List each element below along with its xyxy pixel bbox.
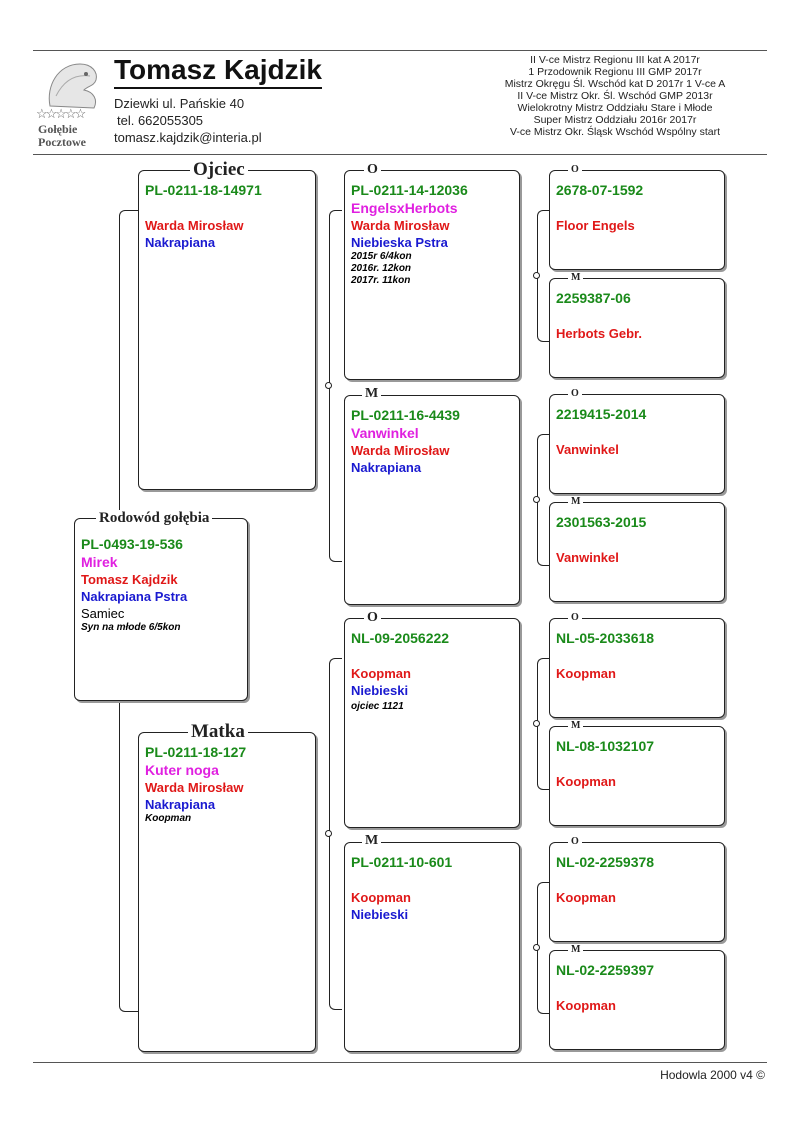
ff-note: 2017r. 11kon	[351, 275, 411, 286]
mother-name: Kuter noga	[145, 762, 219, 778]
g3-card	[549, 950, 725, 1050]
ff-label: O	[364, 162, 381, 177]
mother-label: Matka	[188, 722, 248, 742]
header-bottom-rule	[33, 154, 767, 155]
achievement-line: II V-ce Mistrz Regionu III kat A 2017r	[530, 54, 700, 66]
g3-ring: NL-02-2259378	[556, 854, 655, 870]
subject-name: Mirek	[81, 554, 118, 570]
footer-rule	[33, 1062, 767, 1063]
g3-label: M	[568, 272, 583, 283]
mf-color: Niebieski	[351, 683, 409, 698]
fm-breeder: Warda Mirosław	[351, 443, 450, 458]
g3-breeder: Koopman	[556, 890, 616, 905]
footer-text: Hodowla 2000 v4 ©	[660, 1068, 765, 1082]
g3-ring: NL-02-2259397	[556, 962, 655, 978]
g3-ring: NL-08-1032107	[556, 738, 655, 754]
g3-breeder: Vanwinkel	[556, 442, 619, 457]
mf-ring: NL-09-2056222	[351, 630, 450, 646]
achievements	[465, 54, 765, 138]
ff-note: 2016r. 12kon	[351, 263, 412, 274]
g3-ring: 2219415-2014	[556, 406, 647, 422]
fm-name: Vanwinkel	[351, 425, 419, 441]
g3-label: M	[568, 496, 583, 507]
logo-text-2: Pocztowe	[38, 135, 86, 149]
header-top-rule	[33, 50, 767, 51]
g3-card	[549, 394, 725, 494]
connector-node	[533, 272, 540, 279]
mm-card	[344, 842, 520, 1052]
fm-label: M	[362, 386, 381, 401]
connector-node	[533, 496, 540, 503]
subject-color: Nakrapiana Pstra	[81, 589, 188, 604]
achievement-line: Mistrz Okręgu Śl. Wschód kat D 2017r 1 V-ce A	[504, 78, 726, 90]
subject-sex: Samiec	[81, 606, 125, 621]
ff-name: EngelsxHerbots	[351, 200, 458, 216]
mm-color: Niebieski	[351, 907, 409, 922]
g3-label: M	[568, 944, 583, 955]
owner-address: Dziewki ul. Pańskie 40	[114, 96, 245, 111]
subject-label: Rodowód gołębia	[96, 510, 212, 526]
g3-ring: 2259387-06	[556, 290, 631, 306]
achievement-line: Super Mistrz Oddziału 2016r 2017r	[533, 114, 697, 126]
fm-color: Nakrapiana	[351, 460, 422, 475]
fm-card	[344, 395, 520, 605]
mf-card	[344, 618, 520, 828]
logo	[36, 56, 108, 150]
mother-card	[138, 732, 316, 1052]
g3-ring: 2301563-2015	[556, 514, 647, 530]
achievement-line: V-ce Mistrz Okr. Śląsk Wschód Wspólny start	[509, 126, 721, 138]
mm-ring: PL-0211-10-601	[351, 854, 453, 870]
g3-ring: NL-05-2033618	[556, 630, 655, 646]
g3-ring: 2678-07-1592	[556, 182, 644, 198]
g3-label: O	[568, 388, 582, 399]
connector-node	[325, 830, 332, 837]
g3-breeder: Koopman	[556, 774, 616, 789]
father-ring: PL-0211-18-14971	[145, 182, 262, 198]
ff-color: Niebieska Pstra	[351, 235, 448, 250]
ff-breeder: Warda Mirosław	[351, 218, 450, 233]
owner-phone: tel. 662055305	[117, 113, 204, 128]
connector-node	[533, 944, 540, 951]
logo-stars: ☆☆☆☆☆	[36, 106, 85, 121]
mother-breeder: Warda Mirosław	[145, 780, 244, 795]
ff-card	[344, 170, 520, 380]
mm-breeder: Koopman	[351, 890, 411, 905]
connector-node	[533, 720, 540, 727]
g3-card	[549, 502, 725, 602]
g3-label: O	[568, 836, 582, 847]
mf-note: ojciec 1121	[351, 701, 404, 712]
ff-ring: PL-0211-14-12036	[351, 182, 468, 198]
owner-name: Tomasz Kajdzik	[114, 54, 322, 89]
father-card	[138, 170, 316, 490]
g3-label: M	[568, 720, 583, 731]
father-breeder: Warda Mirosław	[145, 218, 244, 233]
father-label: Ojciec	[190, 160, 248, 180]
mother-note: Koopman	[145, 813, 192, 824]
g3-breeder: Koopman	[556, 998, 616, 1013]
achievement-line: II V-ce Mistrz Okr. Śl. Wschód GMP 2013r	[517, 90, 713, 102]
g3-card	[549, 726, 725, 826]
fm-ring: PL-0211-16-4439	[351, 407, 460, 423]
subject-breeder: Tomasz Kajdzik	[81, 572, 178, 587]
mf-breeder: Koopman	[351, 666, 411, 681]
subject-ring: PL-0493-19-536	[81, 536, 183, 552]
g3-card	[549, 618, 725, 718]
achievement-line: Wielokrotny Mistrz Oddziału Stare i Młode	[517, 102, 713, 114]
g3-card	[549, 842, 725, 942]
g3-card	[549, 170, 725, 270]
mother-ring: PL-0211-18-127	[145, 744, 247, 760]
g3-label: O	[568, 164, 582, 175]
g3-card	[549, 278, 725, 378]
owner-email: tomasz.kajdzik@interia.pl	[114, 130, 262, 145]
father-color: Nakrapiana	[145, 235, 216, 250]
g3-breeder: Herbots Gebr.	[556, 326, 642, 341]
logo-text-1: Gołębie	[38, 122, 78, 136]
subject-note: Syn na młode 6/5kon	[81, 622, 181, 633]
g3-breeder: Koopman	[556, 666, 616, 681]
subject-card	[74, 518, 248, 701]
connector-node	[325, 382, 332, 389]
g3-label: O	[568, 612, 582, 623]
achievement-line: 1 Przodownik Regionu III GMP 2017r	[528, 66, 702, 78]
g3-breeder: Floor Engels	[556, 218, 635, 233]
mf-label: O	[364, 610, 381, 625]
g3-breeder: Vanwinkel	[556, 550, 619, 565]
mother-color: Nakrapiana	[145, 797, 216, 812]
ff-note: 2015r 6/4kon	[351, 251, 412, 262]
mm-label: M	[362, 833, 381, 848]
